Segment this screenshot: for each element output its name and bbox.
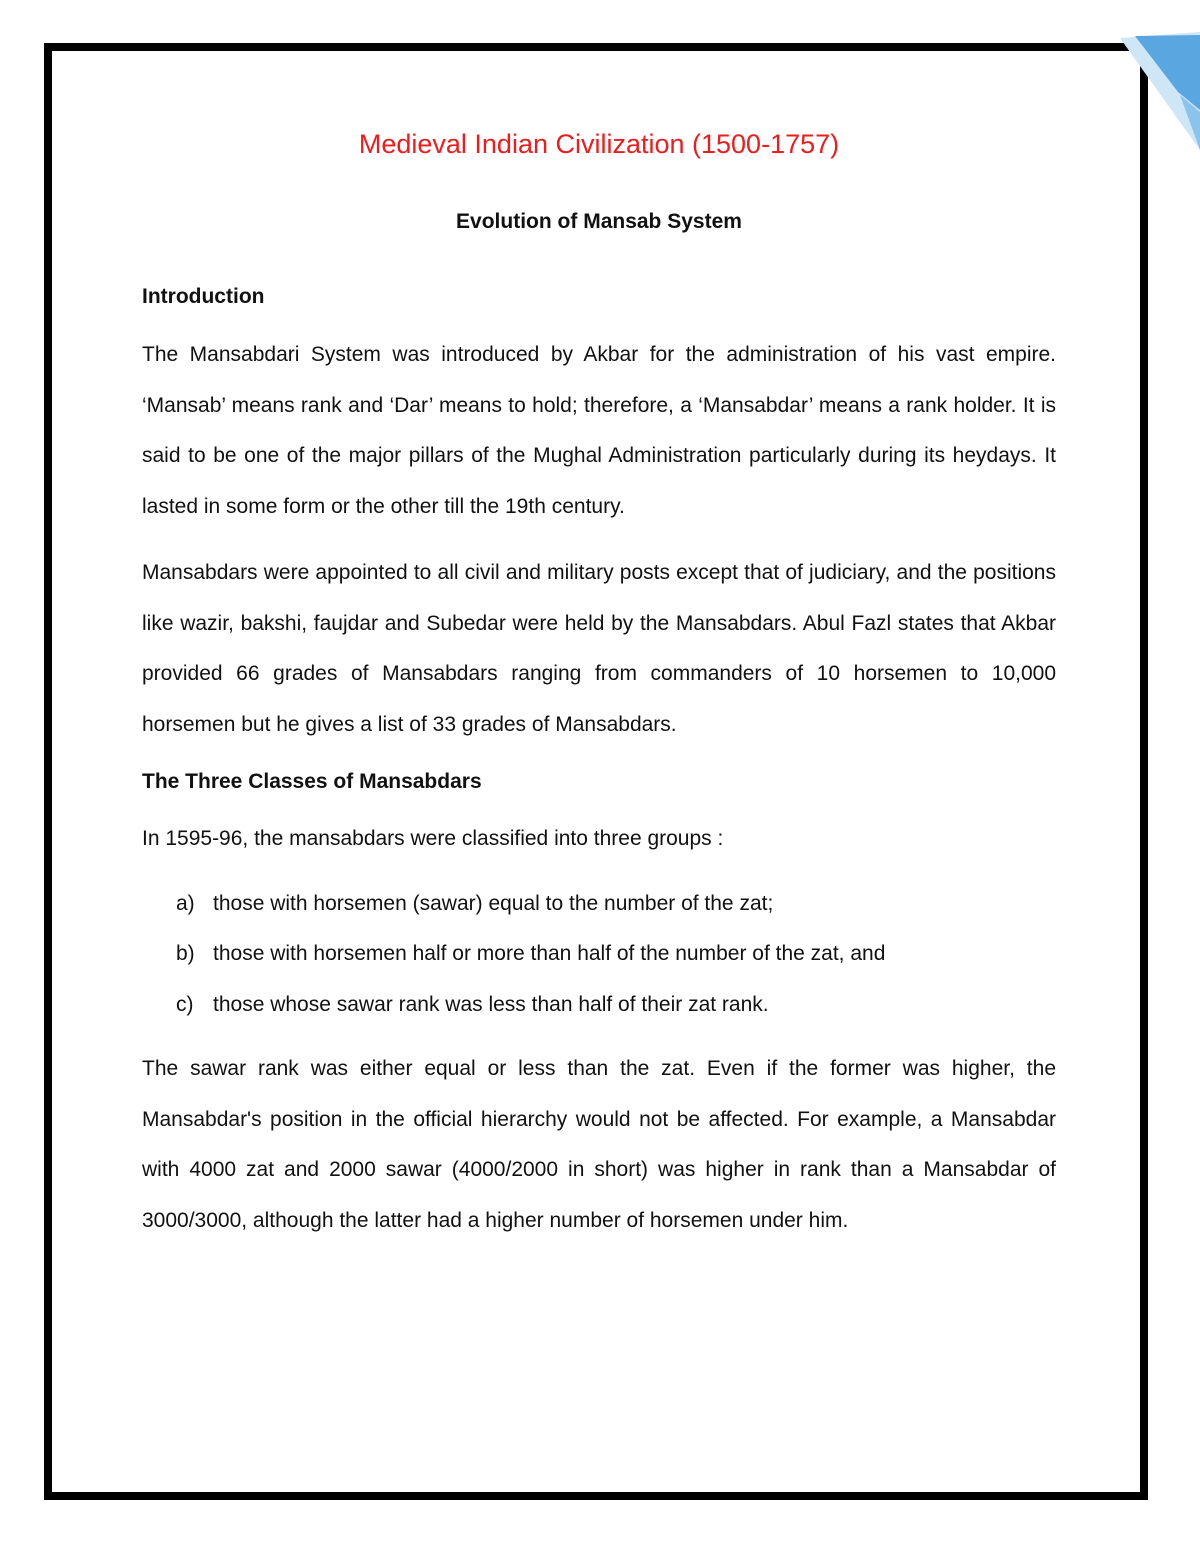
list-marker: a) xyxy=(176,891,195,915)
list-item-text: those whose sawar rank was less than half of their zat rank. xyxy=(213,992,769,1016)
list-item xyxy=(142,929,1056,980)
list-marker: b) xyxy=(176,942,195,965)
document-content xyxy=(142,120,1056,1246)
section-heading-introduction: Introduction xyxy=(142,285,265,308)
paragraph: The sawar rank was either equal or less than the zat. Even if the former was higher, the Mansabdar's position in the official hierarchy would not be affected. For example, a Mansabdar with 4000 zat and 2000 sawar (4000/2000 in short) was higher in rank than a Mansabdar of 3000/3000, although the latter had a higher number of horsemen under him. xyxy=(142,1057,1056,1232)
corner-decoration-icon xyxy=(1060,0,1200,160)
list-marker: c) xyxy=(176,992,194,1016)
document-subtitle: Evolution of Mansab System xyxy=(456,210,742,233)
section-heading-three-classes: The Three Classes of Mansabdars xyxy=(142,770,482,793)
list-item-text: those with horsemen (sawar) equal to the number of the zat; xyxy=(213,891,774,915)
list-item xyxy=(142,879,1056,930)
list-item-text: those with horsemen half or more than half of the number of the zat, and xyxy=(213,942,886,965)
paragraph: Mansabdars were appointed to all civil and military posts except that of judiciary, and the positions like wazir, bakshi, faujdar and Subedar were held by the Mansabdars. Abul Fazl states that Akbar provided 66 grades of Mansabdars ranging from commanders of 10 horsemen to 10,000 horsemen but he gives a list of 33 grades of Mansabdars. xyxy=(142,561,1056,736)
list-item xyxy=(142,980,1056,1031)
document-title: Medieval Indian Civilization (1500-1757) xyxy=(358,129,840,159)
paragraph: The Mansabdari System was introduced by Akbar for the administration of his vast empire. ‘Mansab’ means rank and ‘Dar’ means to hold; therefore, a ‘Mansabdar’ means a rank holder. It is said to be one of the major pillars of the Mughal Administration particularly during its heydays. It lasted in some form or the other till the 19th century. xyxy=(142,343,1056,518)
classification-list xyxy=(142,879,1056,1031)
paragraph: In 1595-96, the mansabdars were classified into three groups : xyxy=(142,827,724,850)
